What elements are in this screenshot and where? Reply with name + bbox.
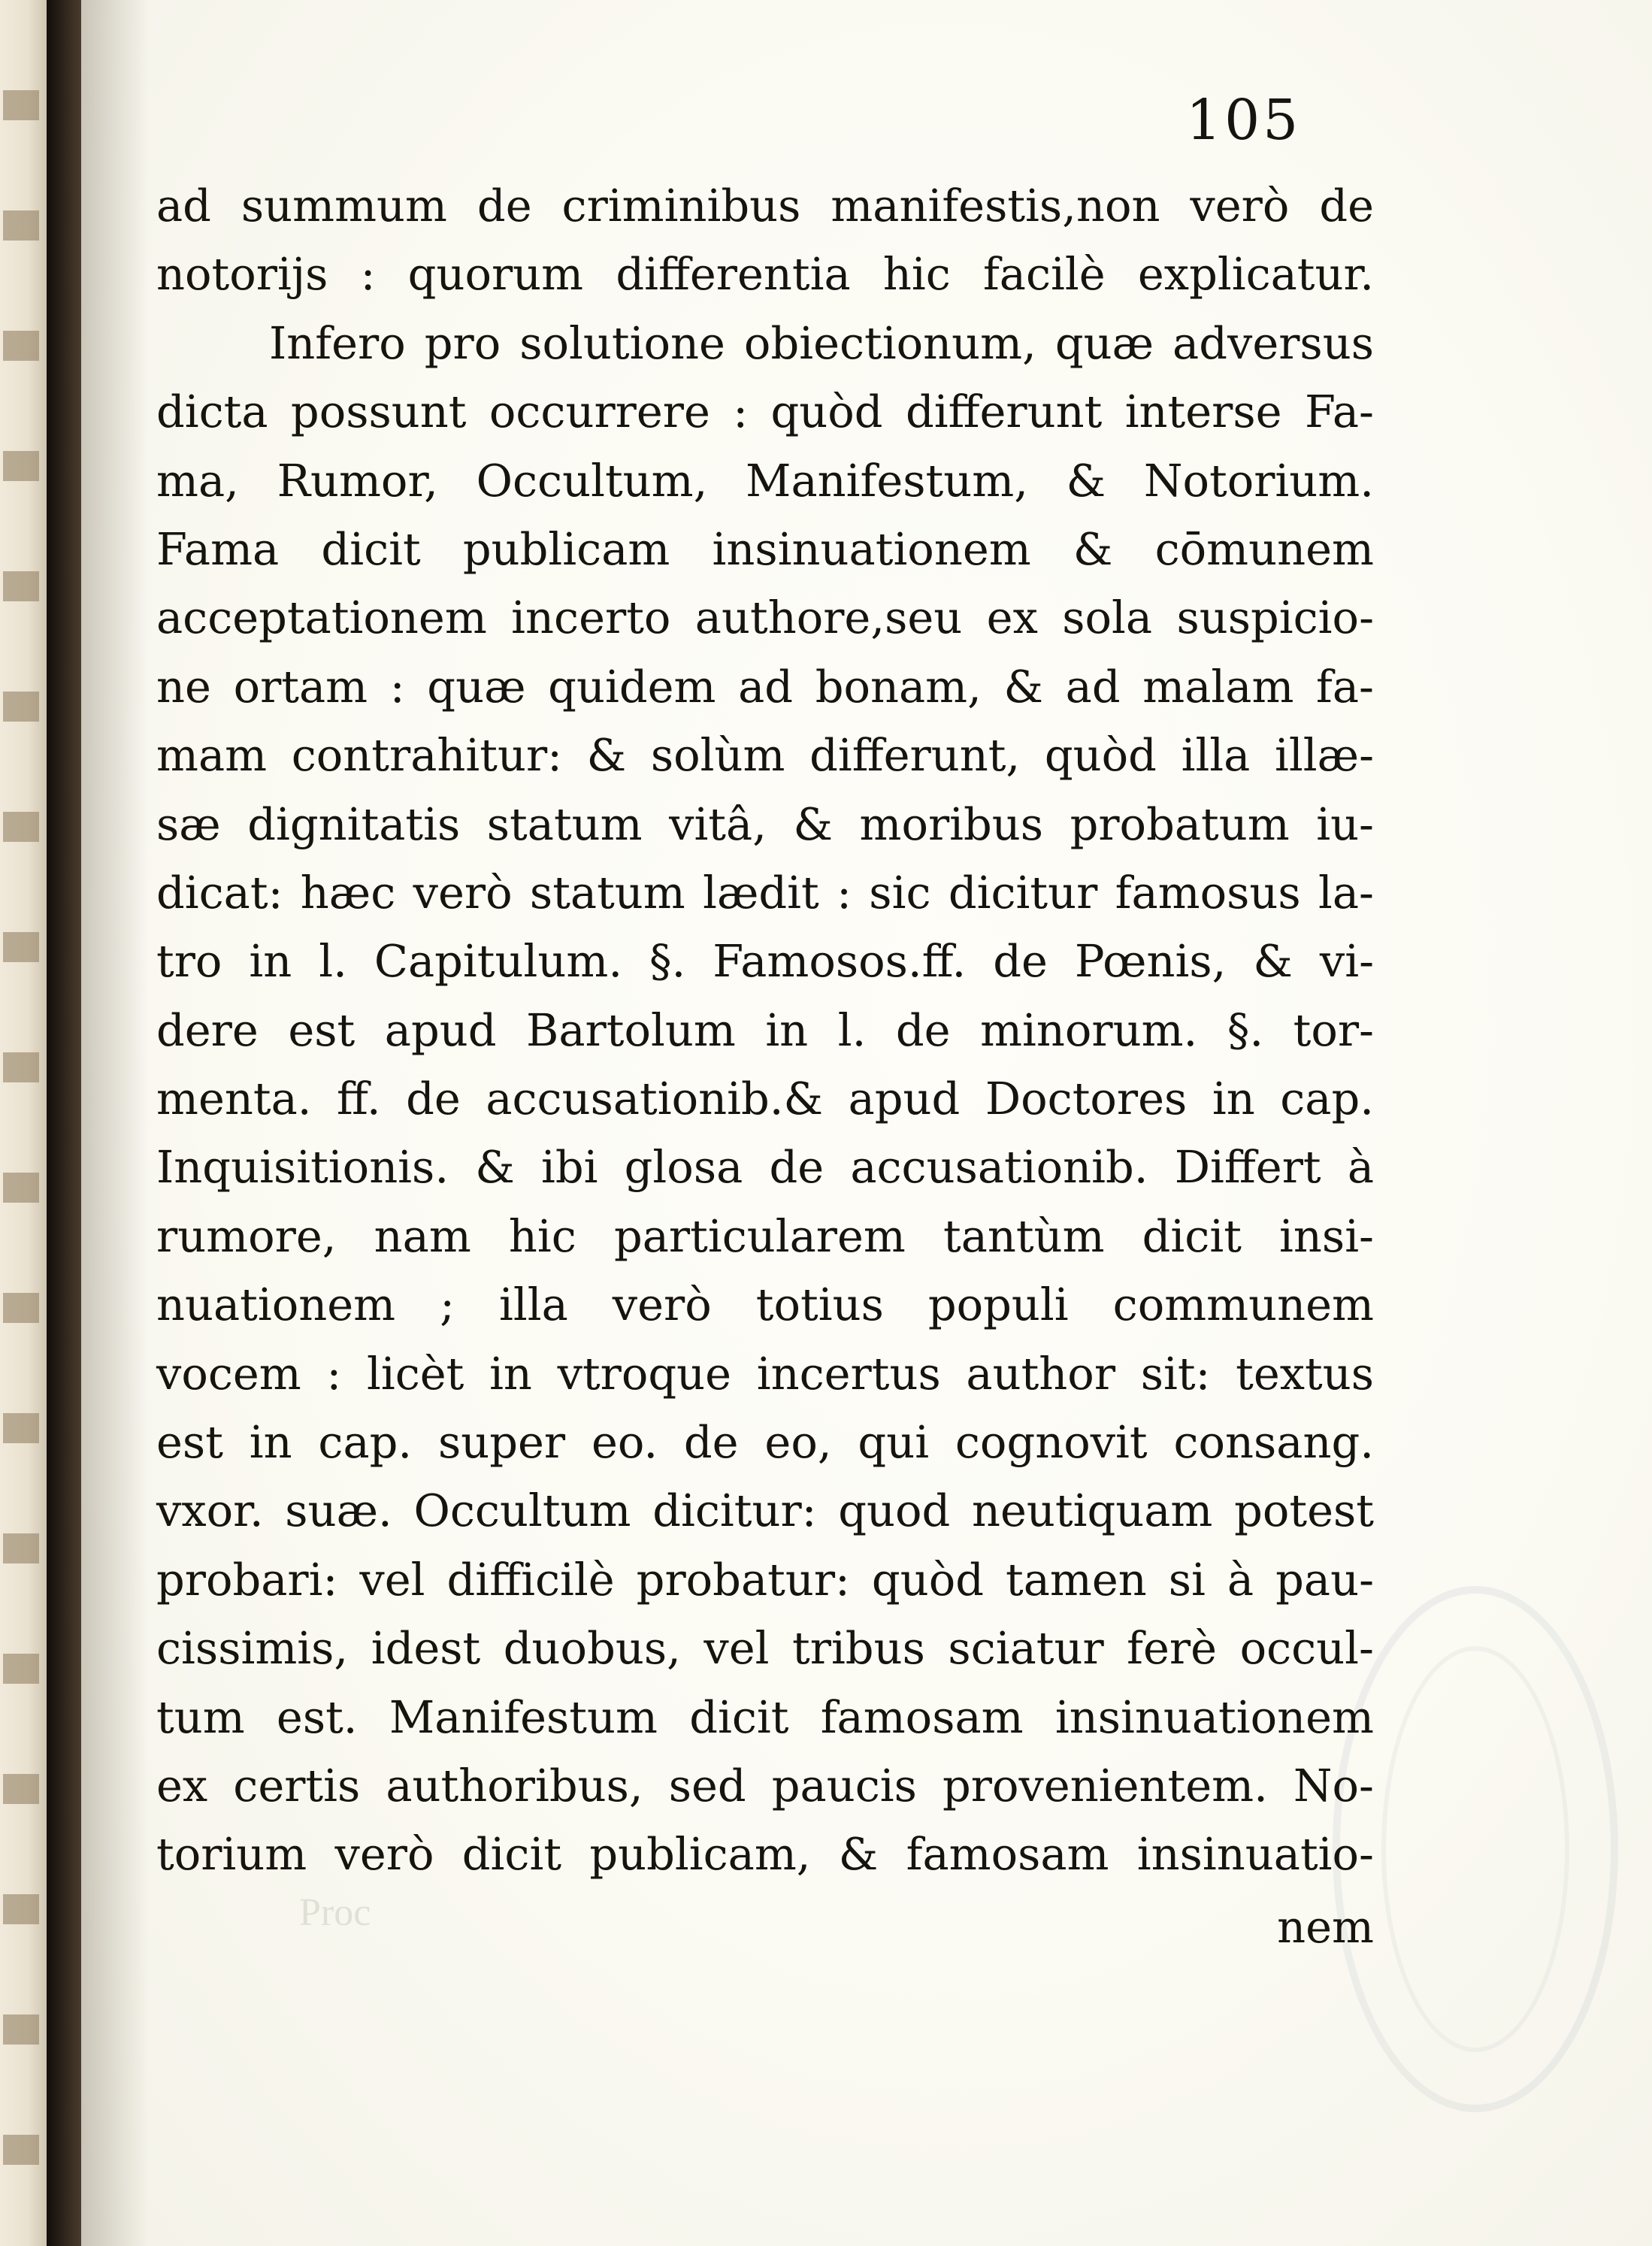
paragraph-first-line: Infero pro solutione obiectionum, quæ adversus [269,316,1374,369]
text-line: nuationem ; illa verò totius populi communem [156,1279,1374,1331]
library-stamp-inner-ring [1381,1646,1569,2052]
text-line: dicta possunt occurrere : quòd differunt interse Fa- [156,386,1374,438]
text-line: ad summum de criminibus manifestis,non verò de [156,180,1374,232]
text-line: Inquisitionis. & ibi glosa de accusationib. Differt à [156,1141,1374,1194]
text-line: ma, Rumor, Occultum, Manifestum, & Notorium. [156,454,1374,507]
text-line: probari: vel difficilè probatur: quòd tamen si à pau- [156,1553,1374,1606]
show-through-text: Proc [299,1891,371,1934]
text-line: torium verò dicit publicam, & famosam insinuatio- [156,1828,1374,1881]
text-line: cissimis, idest duobus, vel tribus sciatur ferè occul- [156,1622,1374,1675]
text-line: notorijs : quorum differentia hic facilè explicatur. [156,248,1374,301]
body-text [156,171,1374,1889]
catchword: nem [1277,1901,1374,1953]
text-line: dere est apud Bartolum in l. de minorum. §. tor- [156,1003,1374,1056]
text-line: ne ortam : quæ quidem ad bonam, & ad malam fa- [156,660,1374,713]
binding-cords [3,0,39,2246]
text-line: rumore, nam hic particularem tantùm dicit insi- [156,1209,1374,1262]
text-line: tro in l. Capitulum. §. Famosos.ff. de Pœnis, & vi- [156,935,1374,988]
text-line: menta. ff. de accusationib.& apud Doctores in cap. [156,1073,1374,1125]
text-line: vocem : licèt in vtroque incertus author sit: textus [156,1347,1374,1400]
text-line: Fama dicit publicam insinuationem & cōmunem [156,522,1374,575]
text-line: ex certis authoribus, sed paucis provenientem. No- [156,1759,1374,1812]
text-line: acceptationem incerto authore,seu ex sola suspicio- [156,592,1374,644]
text-line: dicat: hæc verò statum lædit : sic dicitur famosus la- [156,866,1374,919]
text-line: sæ dignitatis statum vitâ, & moribus probatum iu- [156,798,1374,850]
page-number: 105 [1186,88,1302,153]
text-line: tum est. Manifestum dicit famosam insinuationem [156,1691,1374,1743]
spine-gutter [47,0,81,2246]
text-line: vxor. suæ. Occultum dicitur: quod neutiquam potest [156,1485,1374,1537]
page-gutter-shadow [81,0,149,2246]
text-line: est in cap. super eo. de eo, qui cognovit consang. [156,1416,1374,1469]
text-line: mam contrahitur: & solùm differunt, quòd illa illæ- [156,729,1374,782]
library-stamp-mark [1333,1586,1618,2112]
book-page [81,0,1652,2246]
